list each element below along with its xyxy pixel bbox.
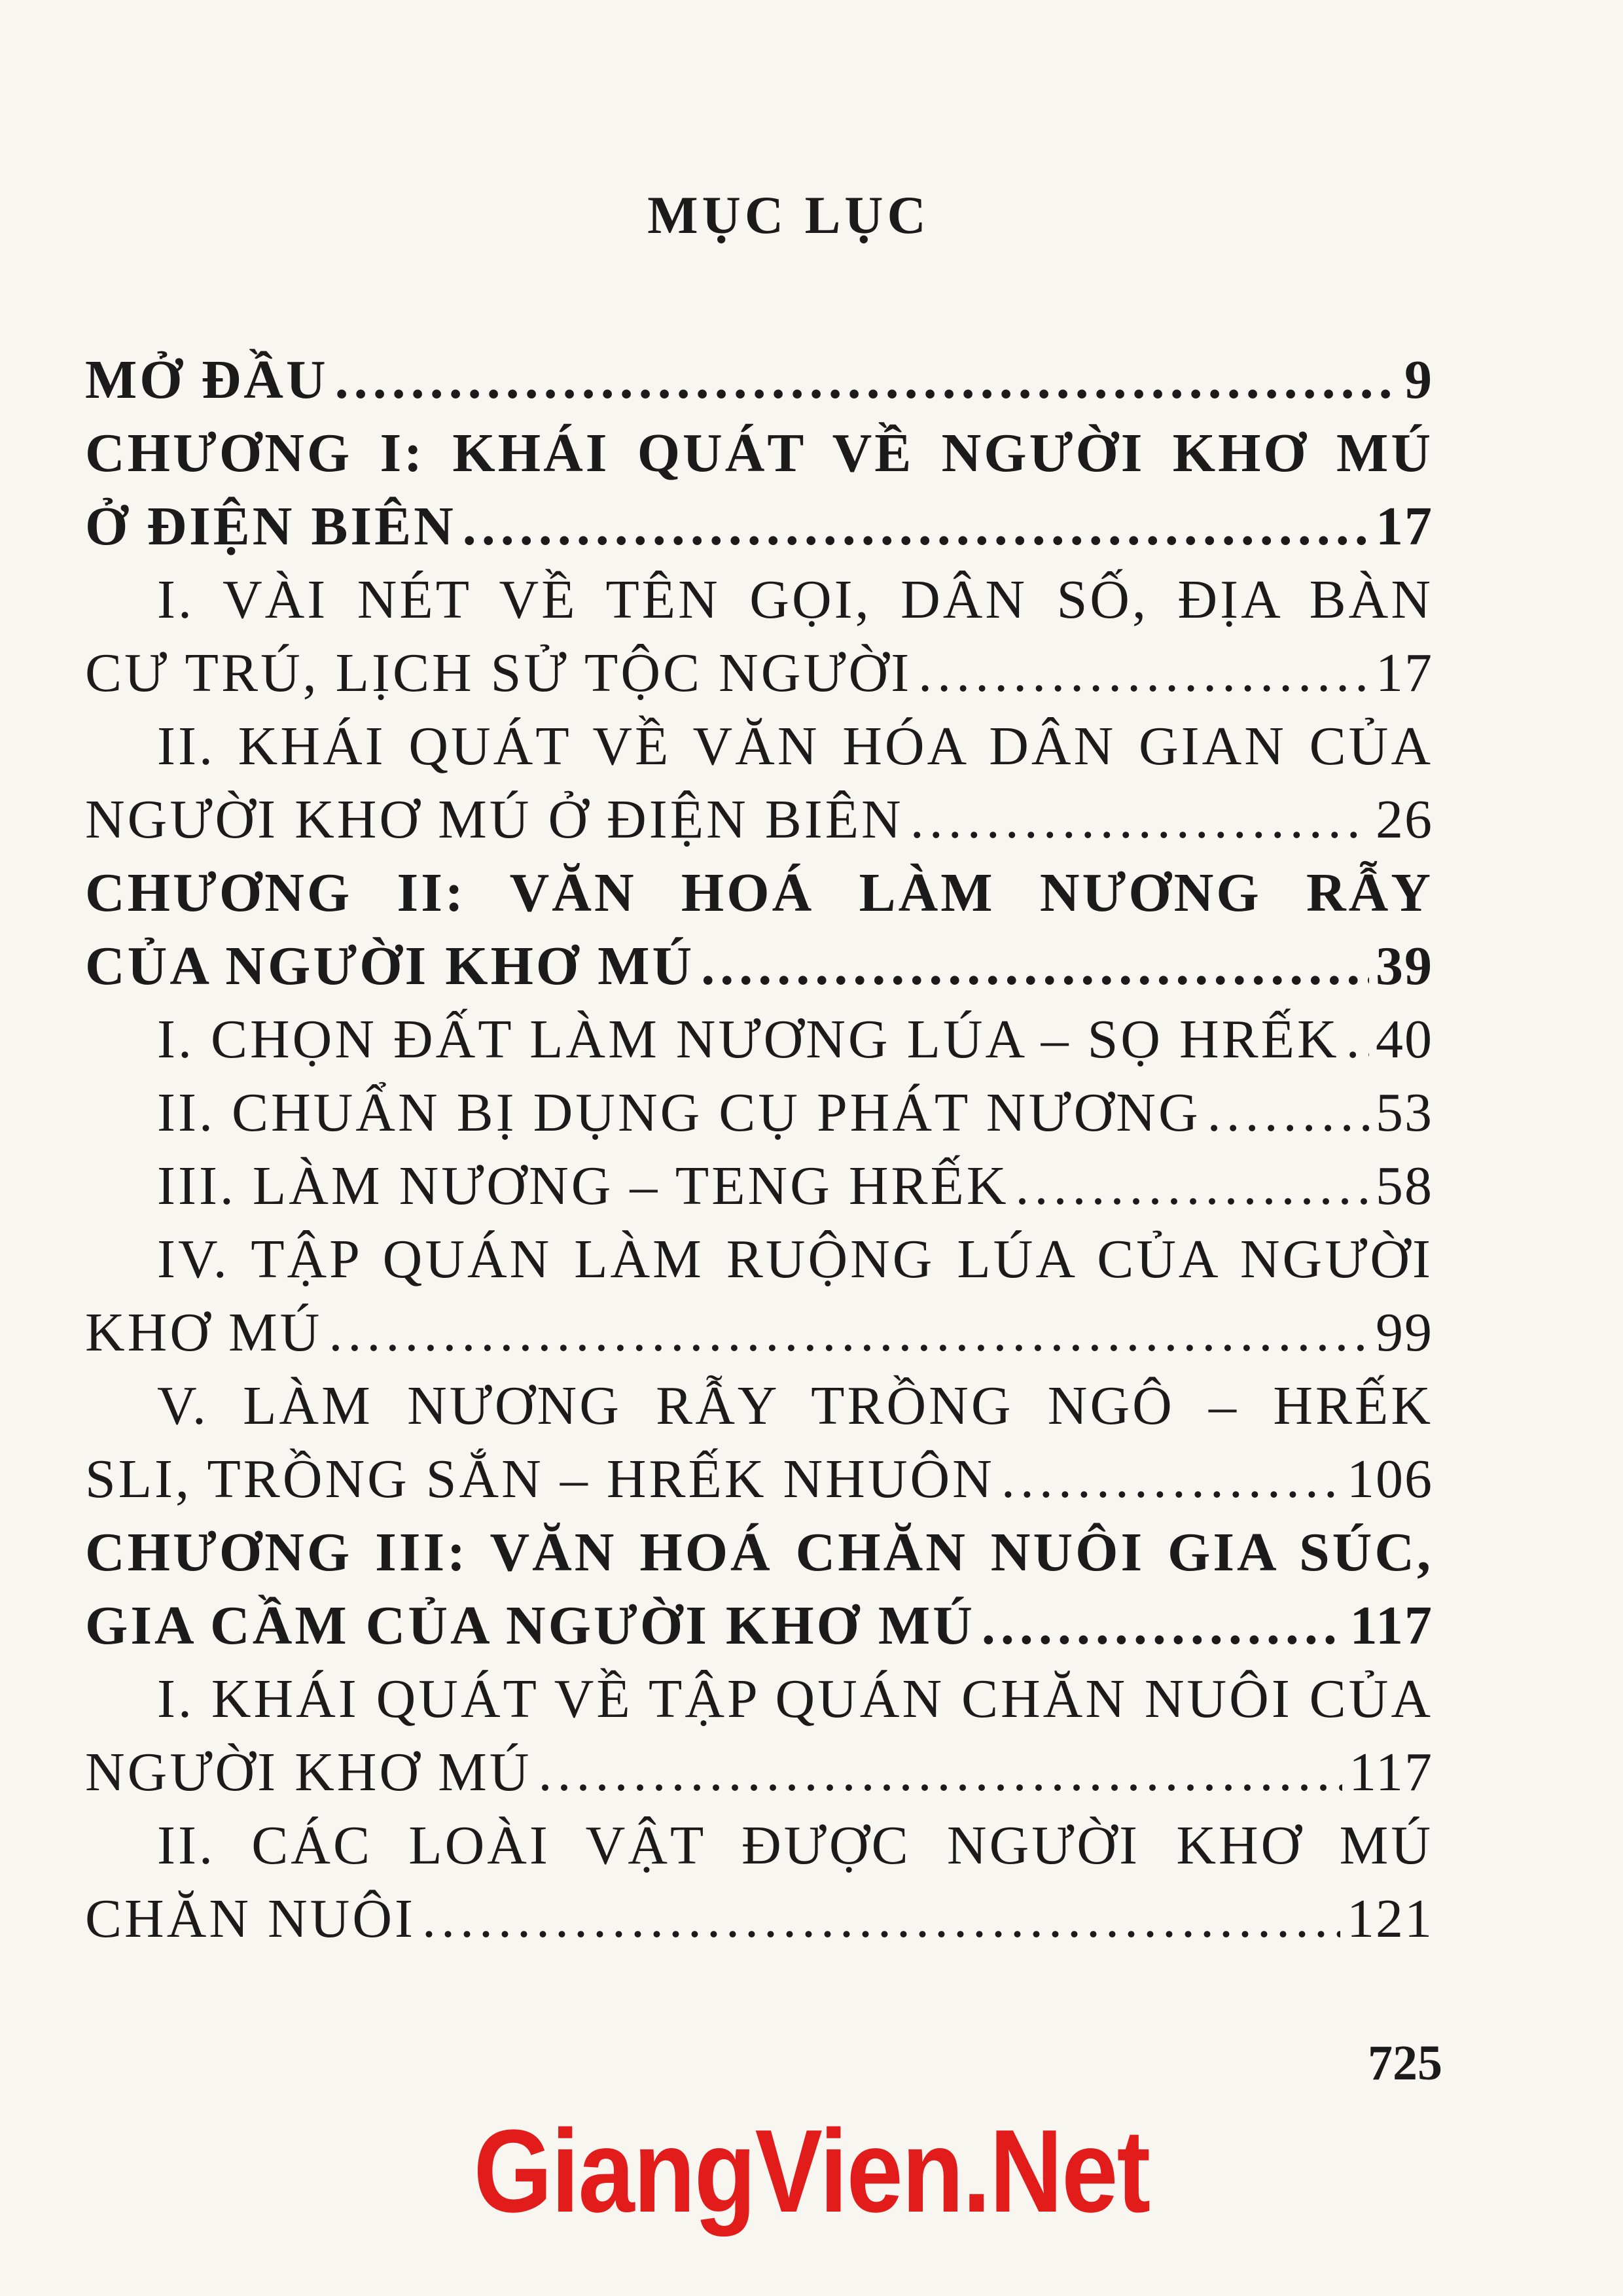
toc-entry-line [85, 1516, 1433, 1589]
toc-entry-line [85, 1809, 1433, 1882]
toc-entry-text: V. LÀM NƯƠNG RẪY TRỒNG NGÔ – HRẾK [157, 1375, 1433, 1436]
toc-entry [85, 857, 1433, 1003]
toc-entry-line [85, 1663, 1433, 1736]
toc-entry [85, 1223, 1433, 1369]
watermark: GiangVien.Net [473, 2106, 1150, 2237]
toc-entry-text: CHƯƠNG II: VĂN HOÁ LÀM NƯƠNG RẪY [85, 862, 1433, 923]
toc-page-number: 106 [1347, 1449, 1433, 1510]
page-number: 725 [1368, 2036, 1442, 2091]
toc-entry [85, 1809, 1433, 1956]
toc-entry [85, 563, 1433, 710]
dot-leader [910, 783, 1369, 857]
toc-entry-line [85, 1369, 1433, 1443]
dot-leader [982, 1589, 1344, 1663]
toc-entry [85, 1003, 1433, 1076]
page-title: MỤC LỤC [647, 185, 930, 245]
dot-leader [918, 637, 1369, 710]
dot-leader [538, 1736, 1342, 1809]
toc-page-number: 58 [1376, 1156, 1433, 1216]
toc-entry-line [85, 930, 1433, 1003]
dot-leader [1346, 1003, 1369, 1076]
toc-entry [85, 417, 1433, 563]
toc-entry-text: SLI, TRỒNG SẮN – HRẾK NHUÔN [85, 1449, 995, 1510]
toc-entry [85, 1516, 1433, 1663]
toc-page-number: 17 [1376, 496, 1433, 557]
toc-entry-line [85, 1296, 1433, 1369]
toc-entry-text: MỞ ĐẦU [85, 349, 329, 410]
toc-entry [85, 1076, 1433, 1150]
toc-entry-text: Ở ĐIỆN BIÊN [85, 496, 456, 557]
dot-leader [463, 490, 1369, 563]
toc-page-number: 99 [1376, 1302, 1433, 1363]
dot-leader [422, 1882, 1340, 1956]
dot-leader [335, 344, 1398, 417]
toc-entry [85, 344, 1433, 417]
toc-entry-line [85, 1589, 1433, 1663]
toc-entry-line [85, 710, 1433, 783]
toc-page-number: 117 [1349, 1742, 1433, 1803]
toc-entry-text: NGƯỜI KHƠ MÚ Ở ĐIỆN BIÊN [85, 789, 904, 850]
toc-page-number: 53 [1376, 1082, 1433, 1143]
toc-entry-text: CỦA NGƯỜI KHƠ MÚ [85, 936, 695, 997]
toc-entry-text: IV. TẬP QUÁN LÀM RUỘNG LÚA CỦA NGƯỜI [157, 1229, 1433, 1290]
toc-entry-text: CƯ TRÚ, LỊCH SỬ TỘC NGƯỜI [85, 643, 912, 703]
toc-entry-text: GIA CẦM CỦA NGƯỜI KHƠ MÚ [85, 1595, 975, 1656]
toc-entry-line [85, 637, 1433, 710]
toc-entry-line [85, 783, 1433, 857]
dot-leader [329, 1296, 1369, 1369]
toc-page-number: 39 [1376, 936, 1433, 997]
toc-entry-text: II. KHÁI QUÁT VỀ VĂN HÓA DÂN GIAN CỦA [157, 716, 1433, 777]
toc-page-number: 17 [1376, 643, 1433, 703]
toc-entry-line [85, 344, 1433, 417]
toc-entry-line [85, 1736, 1433, 1809]
toc-page-number: 40 [1376, 1009, 1433, 1070]
table-of-contents [85, 344, 1433, 1956]
toc-page-number: 9 [1404, 349, 1433, 410]
toc-entry-line [85, 563, 1433, 637]
toc-entry-line [85, 1443, 1433, 1516]
dot-leader [1016, 1150, 1370, 1223]
toc-entry-text: CHƯƠNG I: KHÁI QUÁT VỀ NGƯỜI KHƠ MÚ [85, 423, 1433, 484]
toc-entry-text: II. CHUẨN BỊ DỤNG CỤ PHÁT NƯƠNG [157, 1082, 1201, 1143]
toc-page-number: 117 [1349, 1595, 1433, 1656]
toc-entry-line [85, 1882, 1433, 1956]
toc-entry-line [85, 1003, 1433, 1076]
toc-entry-line [85, 417, 1433, 490]
toc-entry-text: KHƠ MÚ [85, 1302, 323, 1363]
toc-entry [85, 1150, 1433, 1223]
toc-entry-text: CHƯƠNG III: VĂN HOÁ CHĂN NUÔI GIA SÚC, [85, 1522, 1433, 1583]
toc-entry-line [85, 1150, 1433, 1223]
toc-entry-line [85, 857, 1433, 930]
toc-entry-line [85, 490, 1433, 563]
toc-entry-text: II. CÁC LOÀI VẬT ĐƯỢC NGƯỜI KHƠ MÚ [157, 1815, 1433, 1876]
dot-leader [701, 930, 1369, 1003]
toc-entry-text: I. KHÁI QUÁT VỀ TẬP QUÁN CHĂN NUÔI CỦA [157, 1669, 1433, 1729]
toc-entry [85, 710, 1433, 857]
dot-leader [1001, 1443, 1340, 1516]
dot-leader [1207, 1076, 1369, 1150]
toc-entry-text: CHĂN NUÔI [85, 1888, 416, 1949]
toc-page-number: 121 [1347, 1888, 1433, 1949]
toc-entry-text: I. CHỌN ĐẤT LÀM NƯƠNG LÚA – SỌ HRẾK [157, 1009, 1340, 1070]
toc-entry-text: NGƯỜI KHƠ MÚ [85, 1742, 532, 1803]
toc-entry-text: I. VÀI NÉT VỀ TÊN GỌI, DÂN SỐ, ĐỊA BÀN [157, 569, 1433, 630]
toc-entry-text: III. LÀM NƯƠNG – TENG HRẾK [157, 1156, 1009, 1216]
toc-entry-line [85, 1076, 1433, 1150]
toc-entry [85, 1369, 1433, 1516]
toc-page-number: 26 [1376, 789, 1433, 850]
toc-entry-line [85, 1223, 1433, 1296]
toc-entry [85, 1663, 1433, 1809]
